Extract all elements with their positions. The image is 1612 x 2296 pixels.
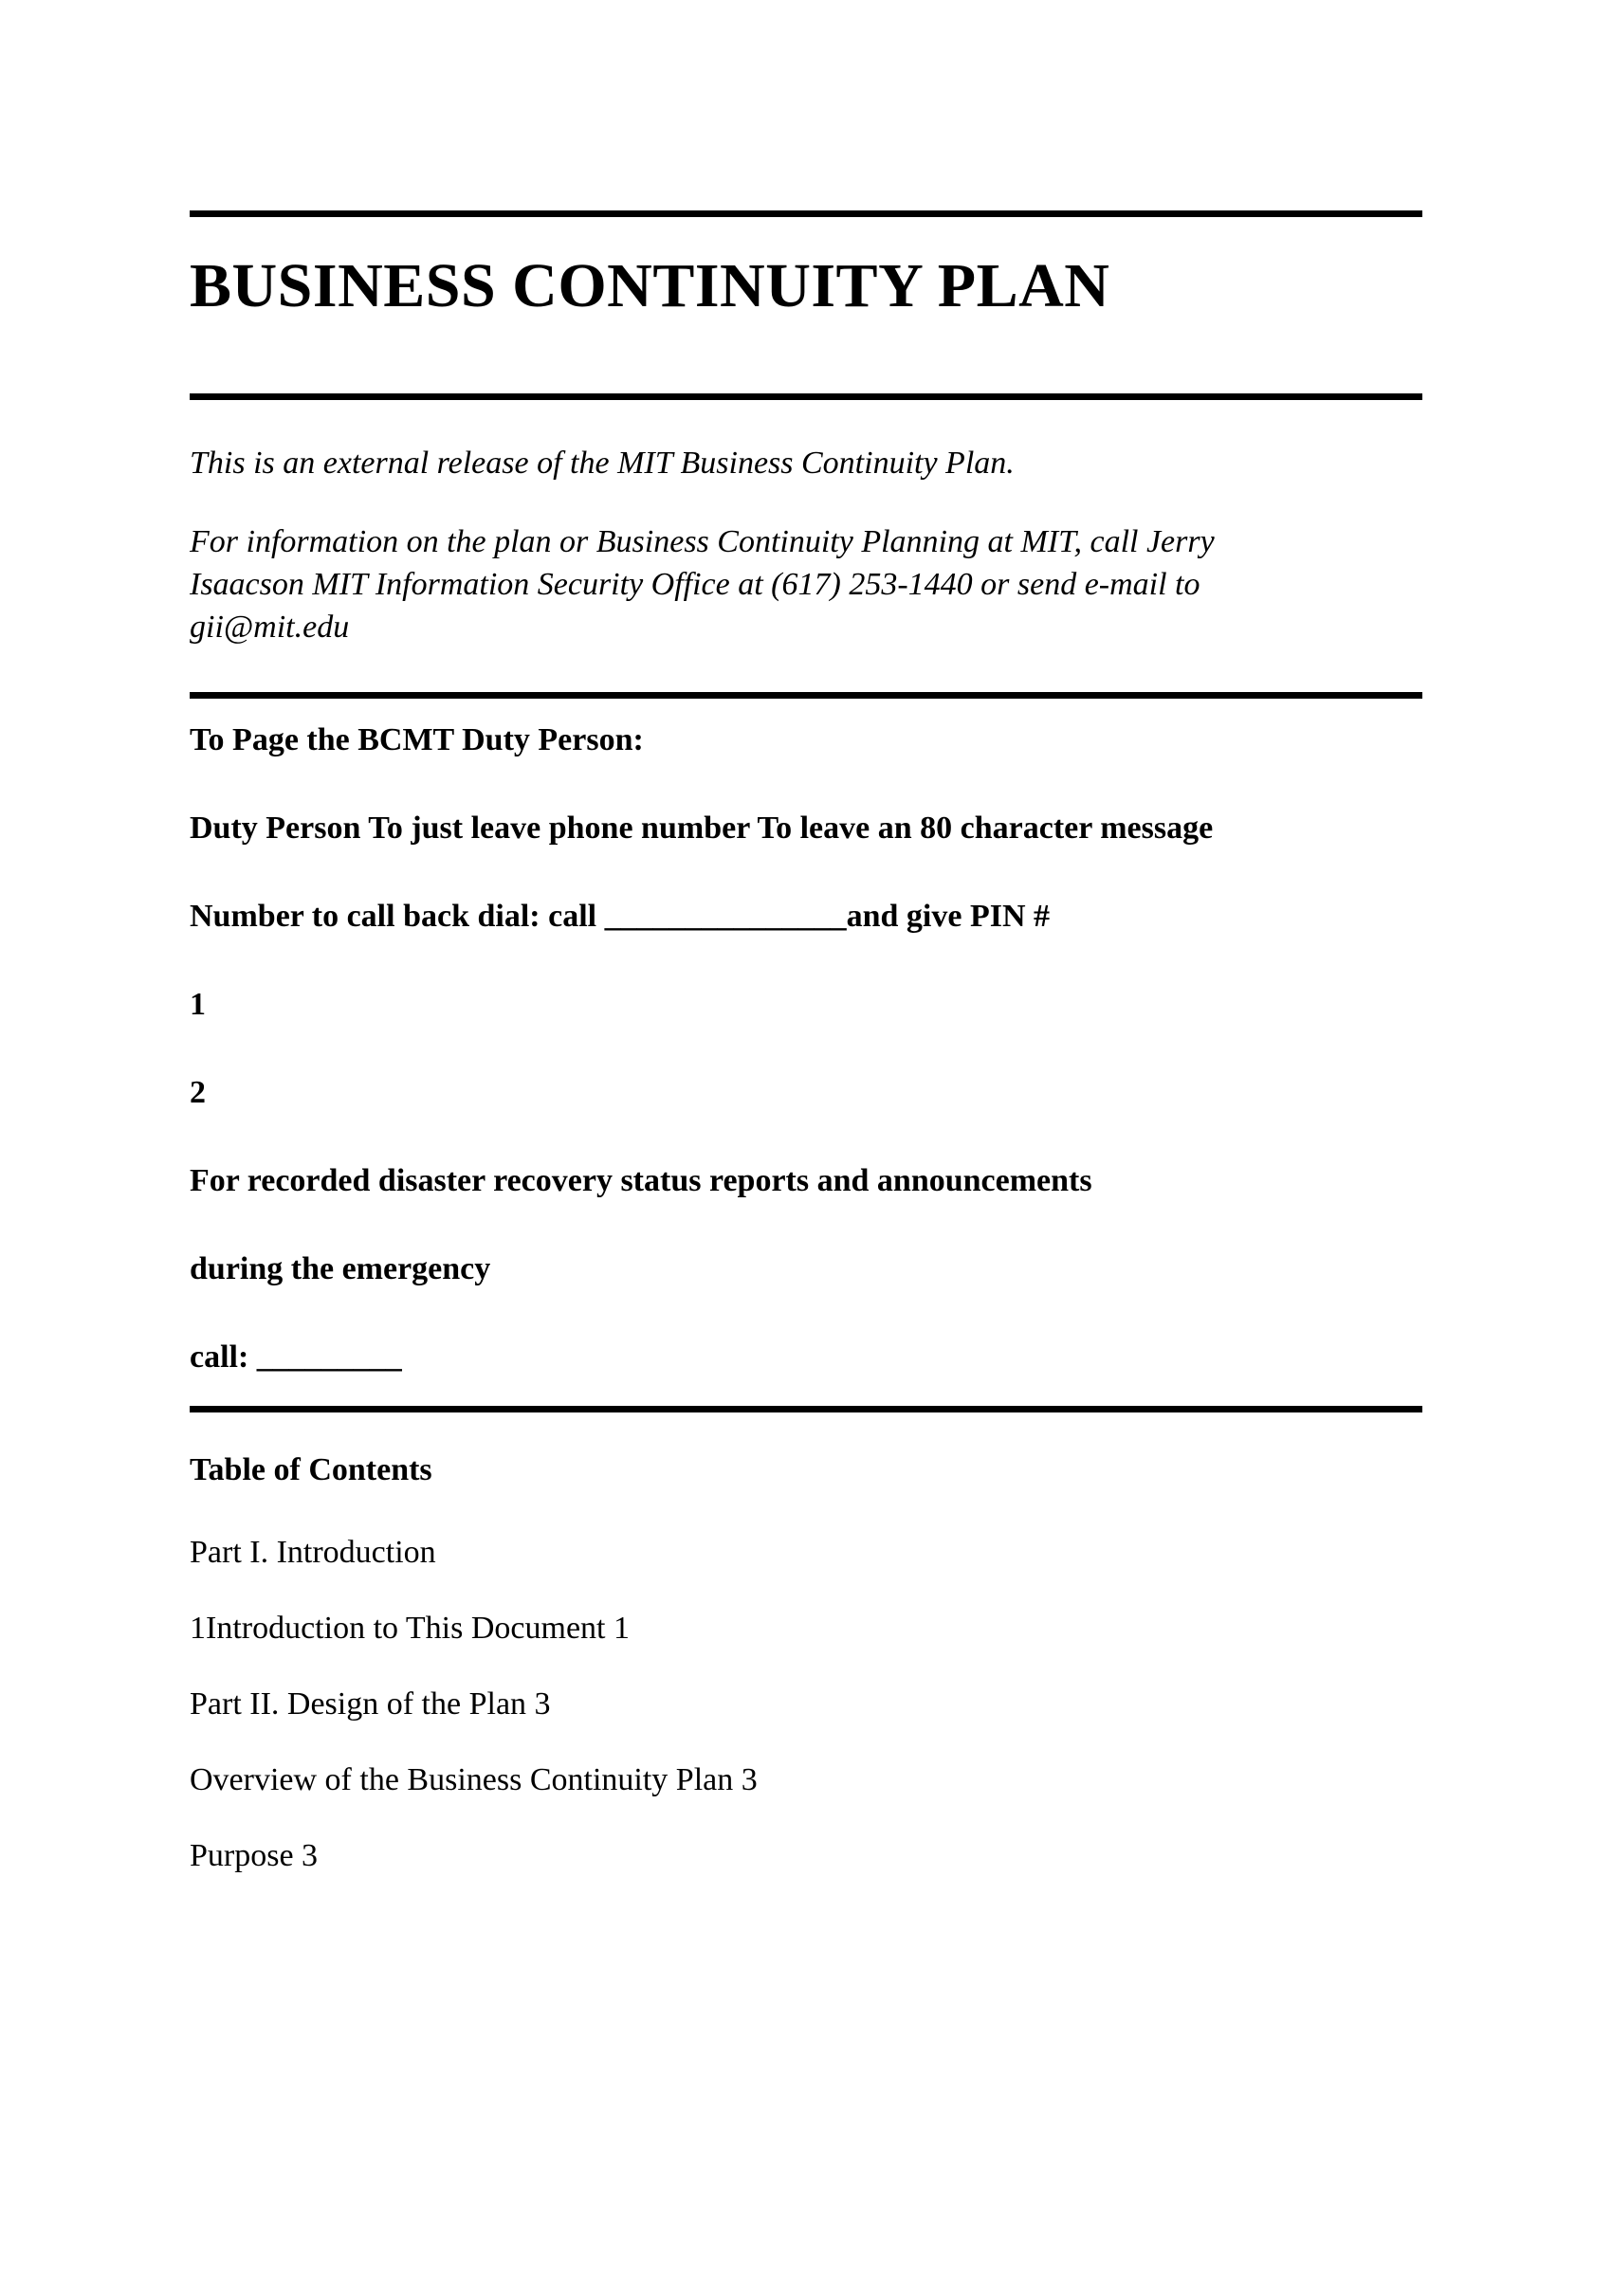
toc-entry-purpose: Purpose 3 (190, 1838, 319, 1873)
horizontal-rule-above-toc (190, 1406, 1422, 1412)
paging-line-duty-person: Duty Person To just leave phone number To leave an 80 character message (190, 811, 1214, 846)
paging-line-during-emergency: during the emergency (190, 1251, 491, 1286)
toc-entry-part-1: Part I. Introduction (190, 1535, 436, 1570)
document-title: BUSINESS CONTINUITY PLAN (190, 251, 1110, 320)
contact-note (190, 520, 1422, 648)
horizontal-rule-above-paging (190, 692, 1422, 699)
external-release-note: This is an external release of the MIT Business Continuity Plan. (190, 446, 1015, 481)
contact-note-line-1: For information on the plan or Business Continuity Planning at MIT, call Jerry (190, 524, 1215, 559)
toc-entry-introduction: 1Introduction to This Document 1 (190, 1611, 630, 1646)
contact-note-line-3: gii@mit.edu (190, 610, 350, 645)
contact-note-line-2: Isaacson MIT Information Security Office at (617) 253-1440 or send e-mail to (190, 567, 1200, 602)
paging-section-heading: To Page the BCMT Duty Person: (190, 722, 644, 757)
paging-line-item-1: 1 (190, 987, 206, 1022)
paging-line-item-2: 2 (190, 1075, 206, 1110)
toc-entry-part-2: Part II. Design of the Plan 3 (190, 1686, 551, 1722)
horizontal-rule-top (190, 210, 1422, 217)
horizontal-rule-below-title (190, 393, 1422, 400)
toc-heading: Table of Contents (190, 1452, 432, 1487)
paging-line-number-to-call: Number to call back dial: call _______________and give PIN # (190, 899, 1050, 934)
document-page (0, 210, 1612, 1877)
toc-entry-overview: Overview of the Business Continuity Plan 3 (190, 1762, 758, 1797)
paging-line-call-blank: call: _________ (190, 1339, 402, 1375)
paging-line-recorded-status: For recorded disaster recovery status reports and announcements (190, 1163, 1092, 1198)
